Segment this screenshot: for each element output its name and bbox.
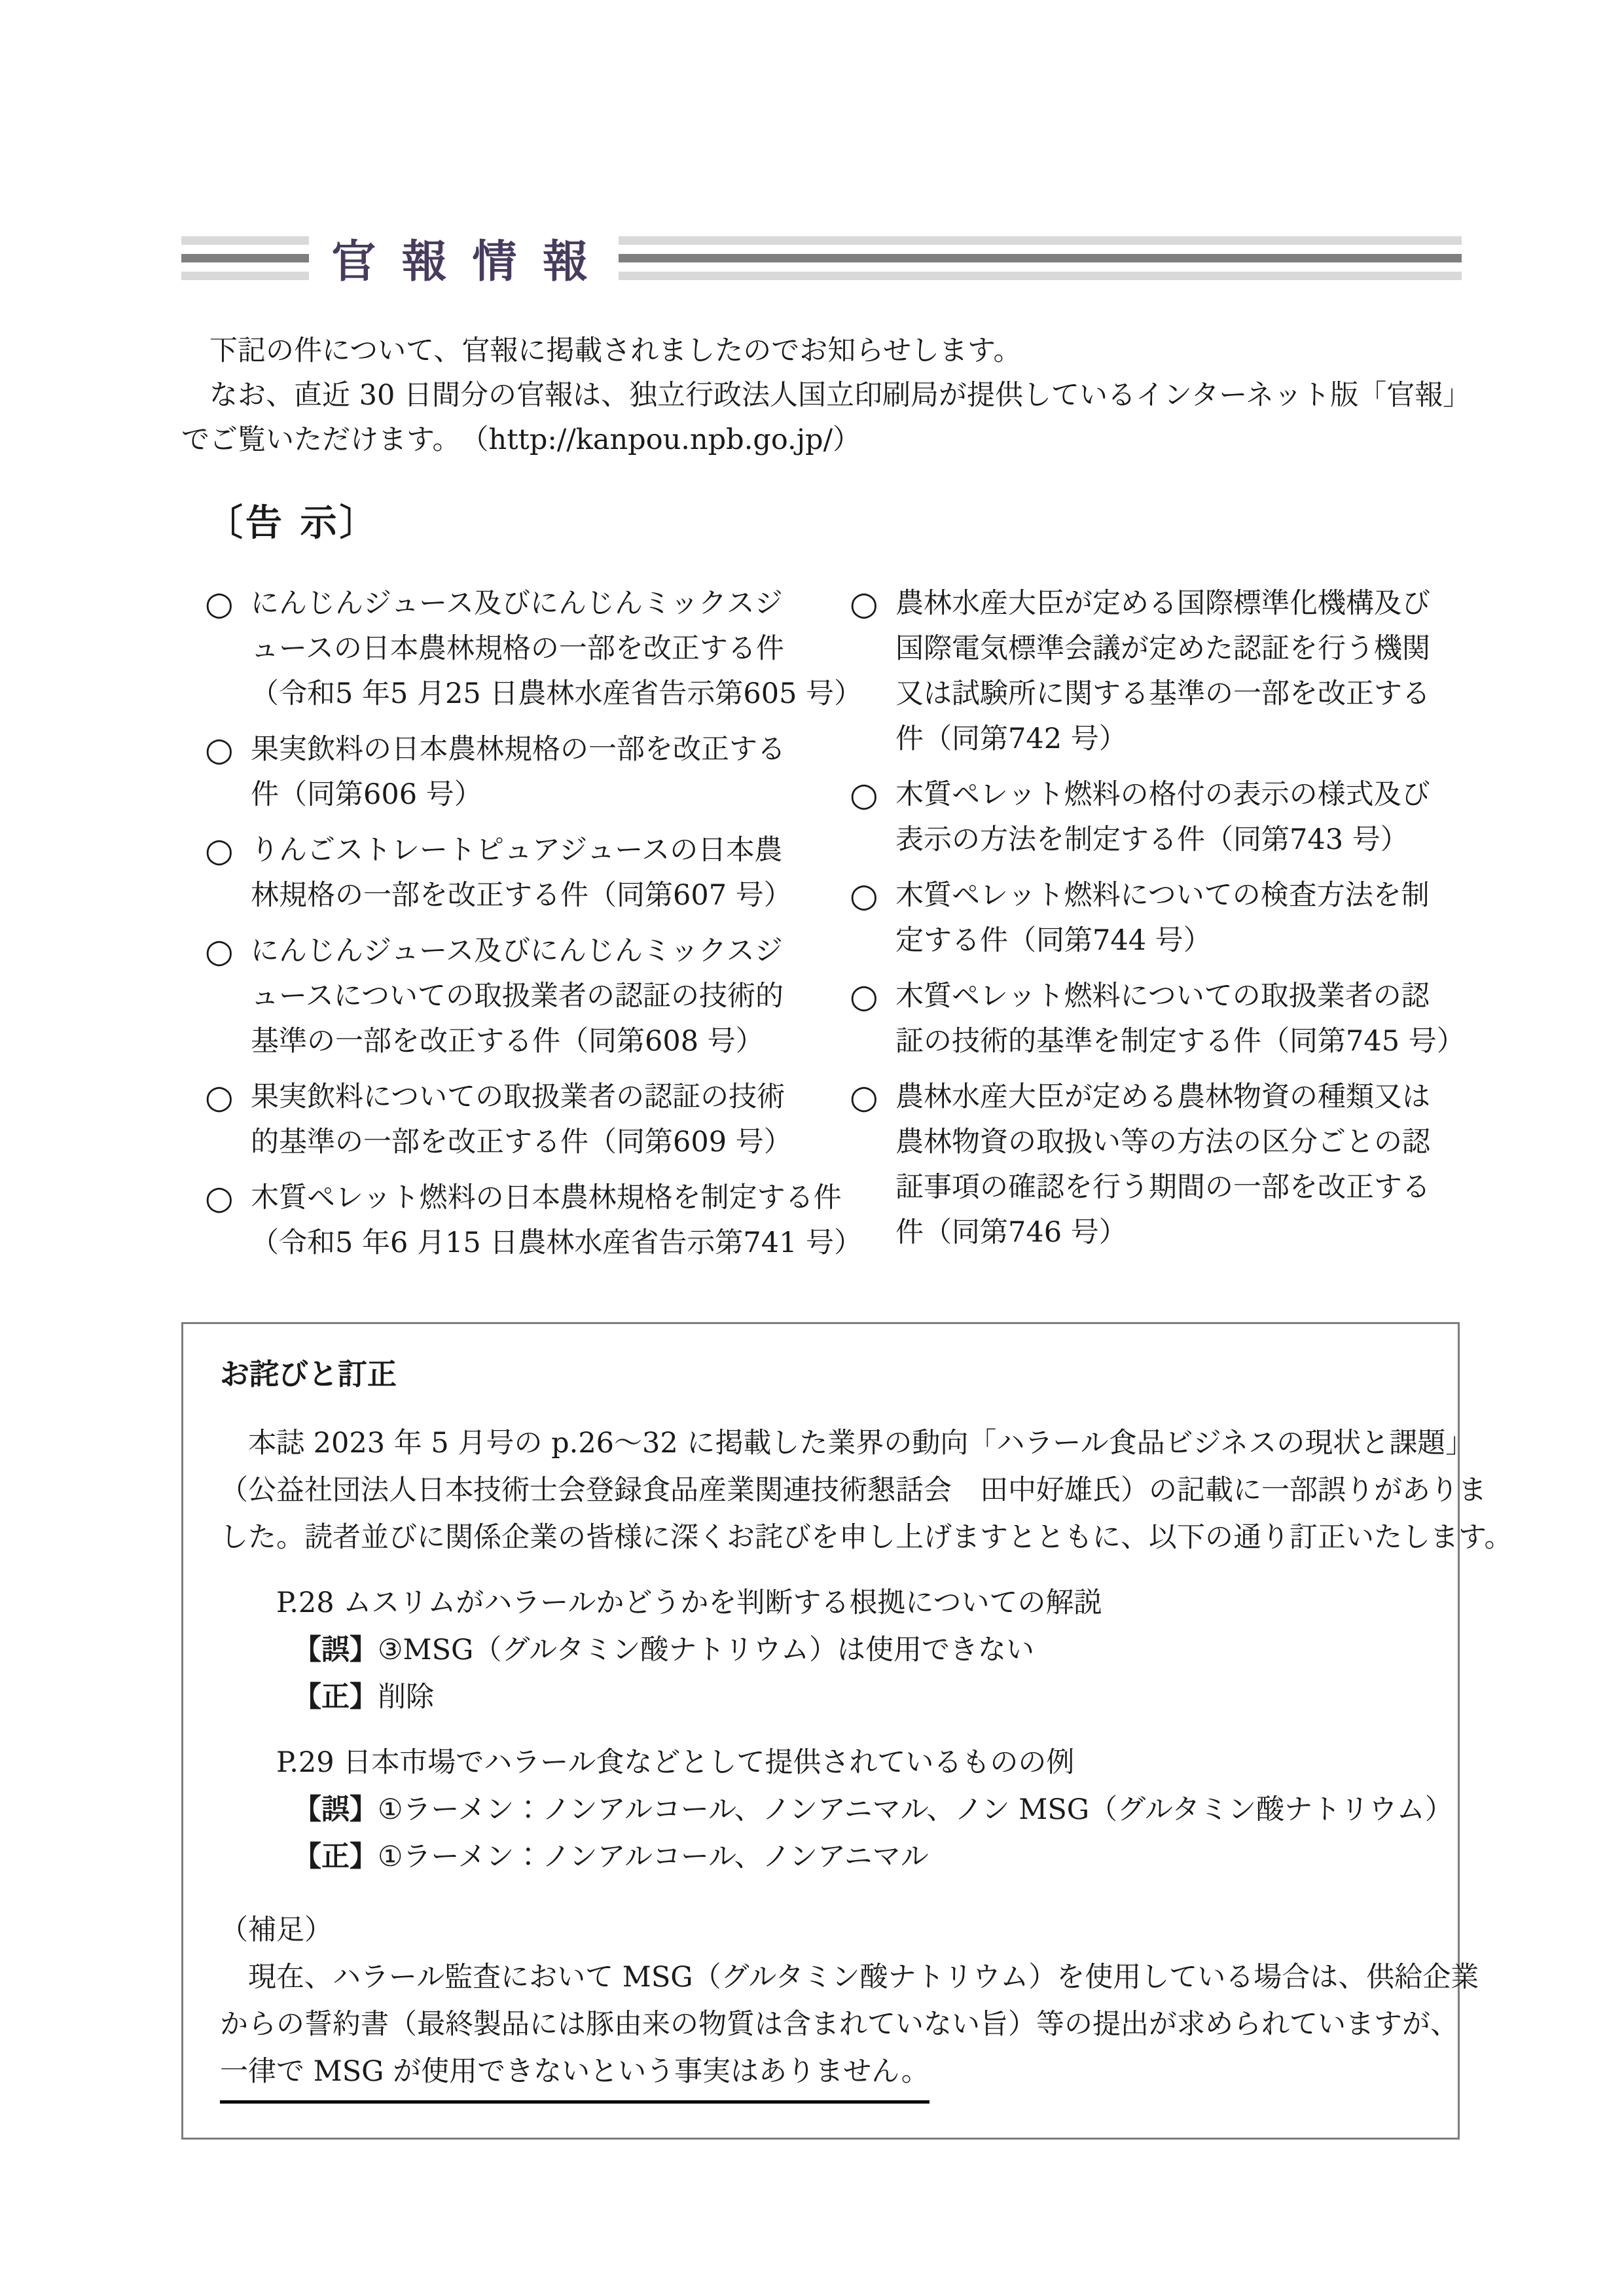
notice-line: 農林物資の取扱い等の方法の区分ごとの認	[895, 1126, 1430, 1158]
notice-line: 木質ペレット燃料の格付の表示の様式及び	[895, 778, 1430, 811]
intro-line: なお、直近 30 日間分の官報は、独立行政法人国立印刷局が提供しているインターネット版「官報」	[181, 379, 1471, 412]
notice-line: 表示の方法を制定する件（同第743 号）	[895, 823, 1409, 856]
right-text: ①ラーメン：ノンアルコール、ノンアニマル	[378, 1840, 929, 1873]
notice-line: 証の技術的基準を制定する件（同第745 号）	[895, 1025, 1465, 1058]
notice-bullet: ○	[850, 876, 878, 914]
notice-item	[850, 974, 1465, 1064]
notice-item	[850, 873, 1462, 963]
notice-item	[205, 1075, 807, 1165]
supplement-section	[220, 1907, 1479, 2104]
notice-bullet: ○	[205, 730, 234, 768]
notice-item	[205, 828, 807, 918]
intro-line: 下記の件について、官報に掲載されましたのでお知らせします。	[181, 334, 1022, 367]
notice-line: ュースの日本農林規格の一部を改正する件	[251, 632, 784, 665]
decorative-bar	[619, 236, 1462, 245]
wrong-text: ①ラーメン：ノンアルコール、ノンアニマル、ノン MSG（グルタミン酸ナトリウム）	[378, 1793, 1453, 1826]
notice-line: にんじんジュース及びにんじんミックスジ	[251, 935, 783, 967]
notice-line: 件（同第606 号）	[251, 778, 482, 811]
notice-bullet: ○	[205, 1179, 234, 1217]
notice-line: 林規格の一部を改正する件（同第607 号）	[251, 879, 792, 912]
notice-line: 木質ペレット燃料についての検査方法を制	[895, 879, 1430, 912]
notice-bullet: ○	[205, 831, 234, 869]
notice-line: 件（同第742 号）	[895, 723, 1127, 755]
correction-box-heading: お詫びと訂正	[220, 1357, 397, 1391]
decorative-bar	[619, 272, 1462, 280]
notice-line: 木質ペレット燃料の日本農林規格を制定する件	[251, 1181, 842, 1214]
notice-line: 農林水産大臣が定める農林物資の種類又は	[895, 1081, 1430, 1113]
correction-entry-header: P.29 日本市場でハラール食などとして提供されているものの例	[276, 1746, 1075, 1779]
notice-line: 的基準の一部を改正する件（同第609 号）	[251, 1126, 792, 1158]
notice-item	[205, 581, 863, 717]
notice-item	[205, 727, 807, 817]
correction-intro-line: （公益社団法人日本技術士会登録食品産業関連技術懇話会 田中好雄氏）の記載に一部誤りがありま	[220, 1474, 1487, 1507]
notice-item	[850, 772, 1462, 863]
notice-line: にんじんジュース及びにんじんミックスジ	[251, 587, 783, 620]
header-rule-right	[619, 236, 1462, 280]
notice-line: 農林水産大臣が定める国際標準化機構及び	[895, 587, 1430, 620]
notice-bullet: ○	[850, 776, 878, 814]
notice-column-right	[850, 581, 1465, 1276]
correction-entry-p28	[220, 1579, 1421, 1721]
supplement-label: （補足）	[220, 1914, 333, 1946]
notice-line: 定する件（同第744 号）	[895, 924, 1212, 957]
header-rule-left	[181, 236, 309, 280]
section-heading-kokuji: 〔告 示〕	[206, 502, 379, 545]
supplement-line: 現在、ハラール監査において MSG（グルタミン酸ナトリウム）を使用している場合は、供給企業	[220, 1961, 1479, 1994]
correction-wrong-line	[220, 1786, 1453, 1833]
wrong-label: 【誤】	[293, 1634, 378, 1666]
notice-column-left	[205, 581, 863, 1276]
correction-intro-line: した。読者並びに関係企業の皆様に深くお詫びを申し上げますとともに、以下の通り訂正いたします。	[220, 1521, 1513, 1554]
notice-list	[181, 581, 1465, 1276]
notice-line: 果実飲料についての取扱業者の認証の技術	[251, 1081, 785, 1113]
correction-right-line	[220, 1674, 1421, 1721]
notice-citation: （令和5 年5 月25 日農林水産省告示第605 号）	[251, 677, 863, 710]
correction-intro	[220, 1420, 1513, 1561]
right-label: 【正】	[293, 1681, 378, 1713]
notice-item	[850, 581, 1462, 762]
notice-bullet: ○	[205, 584, 234, 622]
notice-line: りんごストレートピュアジュースの日本農	[251, 834, 783, 867]
correction-wrong-line	[220, 1626, 1421, 1674]
page-title: 官 報 情 報	[331, 235, 593, 288]
notice-bullet: ○	[205, 932, 234, 970]
intro-line-url: でご覧いただけます。 （http://kanpou.npb.go.jp/）	[181, 423, 861, 456]
notice-item	[205, 929, 807, 1064]
decorative-bar	[181, 272, 309, 280]
notice-citation: （令和5 年6 月15 日農林水産省告示第741 号）	[251, 1227, 863, 1259]
notice-bullet: ○	[850, 977, 878, 1015]
notice-bullet: ○	[850, 1078, 878, 1116]
notice-item	[205, 1175, 863, 1266]
correction-box	[181, 1322, 1513, 2140]
supplement-line: からの誓約書（最終製品には豚由来の物質は含まれていない旨）等の提出が求められていますが、	[220, 2008, 1458, 2041]
notice-line: ュースについての取扱業者の認証の技術的	[251, 980, 784, 1013]
notice-line: 国際電気標準会議が定めた認証を行う機関	[895, 632, 1430, 665]
wrong-label: 【誤】	[293, 1793, 378, 1826]
right-text: 削除	[378, 1681, 434, 1713]
supplement-underlined-line	[220, 2048, 1421, 2104]
wrong-text: ③MSG（グルタミン酸ナトリウム）は使用できない	[378, 1634, 1034, 1666]
page-header	[181, 228, 1462, 288]
intro-paragraph	[181, 329, 1471, 462]
notice-line: 証事項の確認を行う期間の一部を改正する	[895, 1171, 1430, 1204]
correction-entry-header: P.28 ムスリムがハラールかどうかを判断する根拠についての解説	[276, 1587, 1102, 1619]
notice-line: 基準の一部を改正する件（同第608 号）	[251, 1025, 764, 1058]
notice-line: 果実飲料の日本農林規格の一部を改正する	[251, 733, 785, 766]
correction-right-line	[220, 1833, 1421, 1880]
decorative-bar	[181, 236, 309, 245]
notice-item	[850, 1075, 1462, 1255]
notice-line: 件（同第746 号）	[895, 1216, 1127, 1249]
notice-line: 木質ペレット燃料についての取扱業者の認	[895, 980, 1430, 1013]
notice-line: 又は試験所に関する基準の一部を改正する	[895, 677, 1430, 710]
underlined-statement: 一律で MSG が使用できないという事実はありません。	[220, 2048, 929, 2104]
decorative-bar	[181, 254, 309, 262]
notice-bullet: ○	[205, 1078, 234, 1116]
notice-bullet: ○	[850, 584, 878, 622]
correction-intro-line: 本誌 2023 年 5 月号の p.26～32 に掲載した業界の動向「ハラール食品ビジネスの現状と課題」	[220, 1427, 1474, 1460]
right-label: 【正】	[293, 1840, 378, 1873]
correction-entry-p29	[220, 1739, 1453, 1880]
decorative-bar	[619, 254, 1462, 262]
